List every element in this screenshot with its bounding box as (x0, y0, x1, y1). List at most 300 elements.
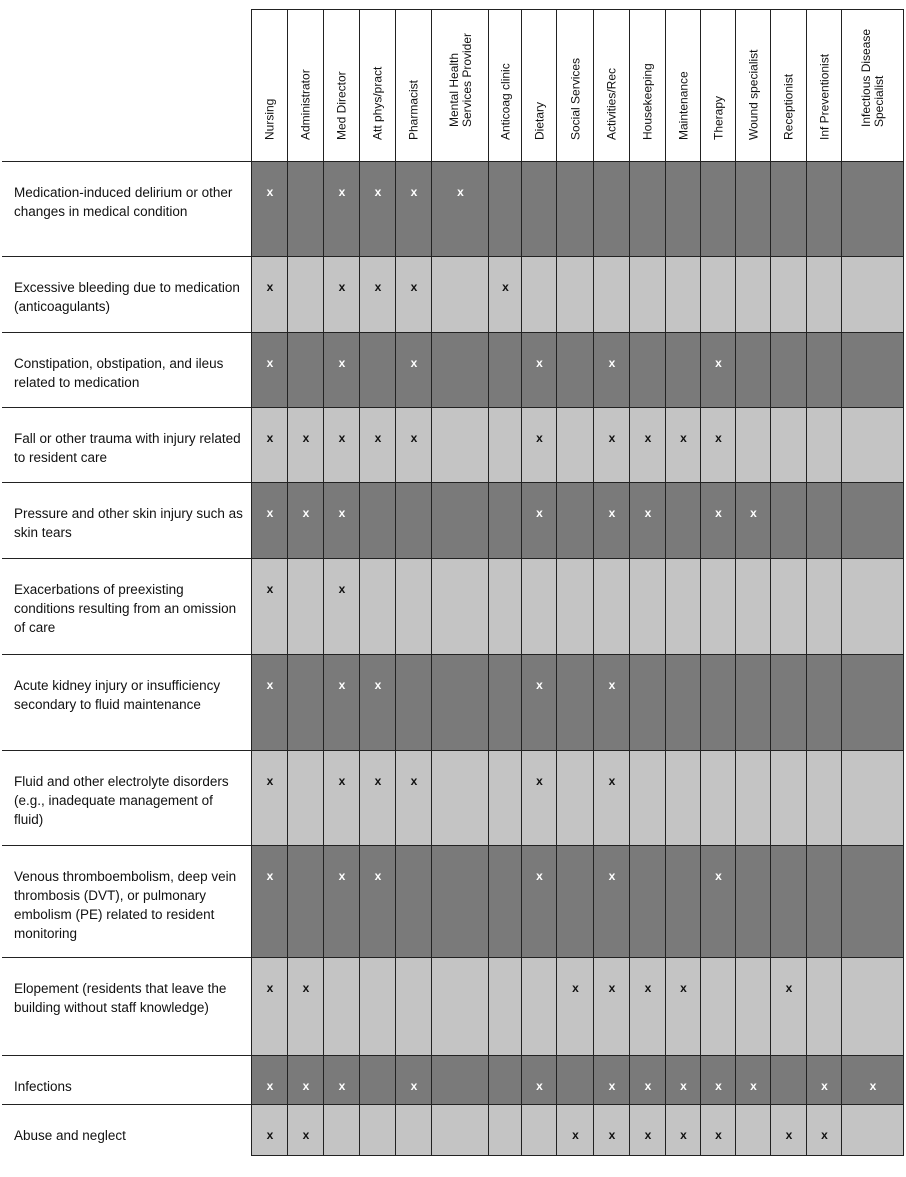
matrix-cell (431, 750, 489, 846)
column-header-label: Activities/Rec (604, 67, 619, 140)
matrix-cell (287, 256, 324, 333)
x-mark: x (266, 506, 274, 520)
x-mark: x (266, 185, 274, 199)
x-mark: x (266, 981, 274, 995)
matrix-cell (806, 654, 842, 751)
matrix-cell (521, 845, 557, 958)
matrix-cell (521, 332, 557, 408)
x-mark: x (302, 1079, 310, 1093)
x-mark: x (266, 1079, 274, 1093)
matrix-cell (287, 750, 324, 846)
matrix-cell (431, 482, 489, 559)
matrix-cell (323, 1055, 360, 1105)
matrix-cell (521, 161, 557, 257)
matrix-cell (488, 161, 522, 257)
row-label: Excessive bleeding due to medication (anticoagulants) (14, 280, 240, 314)
matrix-cell (521, 558, 557, 655)
matrix-cell (806, 558, 842, 655)
x-mark: x (302, 1128, 310, 1142)
matrix-cell (735, 750, 771, 846)
matrix-cell (556, 750, 594, 846)
matrix-cell (665, 1104, 701, 1156)
matrix-cell (629, 845, 666, 958)
matrix-cell (806, 482, 842, 559)
matrix-cell (488, 750, 522, 846)
x-mark: x (457, 185, 464, 199)
x-mark: x (374, 280, 382, 294)
matrix-cell (359, 654, 396, 751)
matrix-cell (700, 558, 736, 655)
matrix-cell (556, 1104, 594, 1156)
matrix-cell (521, 1055, 557, 1105)
x-mark: x (338, 185, 346, 199)
column-header-label: Nursing (262, 98, 277, 140)
column-header-social (556, 9, 594, 161)
x-mark: x (338, 280, 346, 294)
matrix-cell (593, 957, 630, 1056)
matrix-cell (488, 1055, 522, 1105)
matrix-cell (665, 957, 701, 1056)
row-label: Constipation, obstipation, and ileus related to medication (14, 356, 224, 390)
matrix-cell (556, 407, 594, 483)
matrix-cell (700, 256, 736, 333)
matrix-cell (593, 482, 630, 559)
x-mark: x (266, 582, 274, 596)
matrix-cell (359, 558, 396, 655)
matrix-cell (431, 845, 489, 958)
matrix-cell (665, 332, 701, 408)
x-mark: x (266, 431, 274, 445)
matrix-cell (770, 558, 807, 655)
matrix-cell (359, 407, 396, 483)
column-header-pharmacist (395, 9, 432, 161)
matrix-cell (488, 332, 522, 408)
matrix-cell (665, 750, 701, 846)
row-label-cell (2, 654, 251, 751)
matrix-cell (806, 750, 842, 846)
column-header-label: Med Director (334, 71, 349, 140)
matrix-cell (735, 407, 771, 483)
x-mark: x (869, 1079, 877, 1093)
matrix-cell (521, 256, 557, 333)
matrix-cell (629, 558, 666, 655)
column-header-activities (593, 9, 630, 161)
matrix-cell (593, 558, 630, 655)
matrix-cell (629, 161, 666, 257)
matrix-cell (770, 161, 807, 257)
matrix-cell (251, 482, 288, 559)
matrix-cell (556, 845, 594, 958)
matrix-cell (700, 845, 736, 958)
matrix-cell (806, 407, 842, 483)
x-mark: x (502, 280, 509, 294)
matrix-cell (287, 161, 324, 257)
x-mark: x (644, 506, 652, 520)
matrix-cell (395, 1104, 432, 1156)
matrix-cell (700, 750, 736, 846)
matrix-cell (359, 957, 396, 1056)
matrix-cell (700, 332, 736, 408)
matrix-cell (323, 482, 360, 559)
matrix-cell (629, 332, 666, 408)
table-right-border (903, 9, 904, 1156)
x-mark: x (410, 280, 418, 294)
row-label: Pressure and other skin injury such as skin tears (14, 506, 243, 540)
matrix-cell (395, 161, 432, 257)
column-header-mental_health (431, 9, 489, 161)
matrix-cell (359, 845, 396, 958)
x-mark: x (410, 356, 418, 370)
matrix-cell (395, 957, 432, 1056)
matrix-cell (251, 750, 288, 846)
matrix-cell (735, 957, 771, 1056)
x-mark: x (715, 431, 722, 445)
matrix-cell (841, 845, 904, 958)
column-header-housekeeping (629, 9, 666, 161)
matrix-cell (770, 957, 807, 1056)
matrix-cell (395, 1055, 432, 1105)
x-mark: x (536, 774, 543, 788)
x-mark: x (680, 981, 687, 995)
matrix-cell (251, 1104, 288, 1156)
column-header-label: Housekeeping (640, 63, 655, 140)
column-header-anticoag (488, 9, 522, 161)
matrix-cell (251, 161, 288, 257)
row-label-cell (2, 256, 251, 333)
matrix-cell (770, 256, 807, 333)
matrix-cell (665, 407, 701, 483)
column-header-label: Wound specialist (746, 49, 760, 140)
matrix-cell (700, 161, 736, 257)
matrix-cell (629, 1104, 666, 1156)
x-mark: x (680, 1128, 687, 1142)
matrix-cell (735, 1104, 771, 1156)
matrix-cell (287, 845, 324, 958)
x-mark: x (608, 506, 616, 520)
matrix-cell (323, 654, 360, 751)
matrix-cell (323, 161, 360, 257)
row-label: Fall or other trauma with injury related to resident care (14, 431, 241, 465)
x-mark: x (536, 356, 543, 370)
x-mark: x (410, 185, 418, 199)
column-header-label: Mental Health Services Provider (446, 32, 474, 127)
matrix-cell (251, 1055, 288, 1105)
matrix-cell (593, 256, 630, 333)
row-label-cell (2, 1055, 251, 1105)
matrix-cell (629, 957, 666, 1056)
matrix-cell (665, 558, 701, 655)
matrix-cell (431, 256, 489, 333)
matrix-cell (556, 332, 594, 408)
matrix-cell (665, 845, 701, 958)
matrix-cell (395, 256, 432, 333)
matrix-cell (841, 256, 904, 333)
matrix-cell (770, 1104, 807, 1156)
x-mark: x (266, 774, 274, 788)
matrix-cell (323, 256, 360, 333)
matrix-cell (359, 750, 396, 846)
matrix-cell (770, 750, 807, 846)
matrix-cell (521, 750, 557, 846)
matrix-cell (488, 1104, 522, 1156)
matrix-cell (287, 558, 324, 655)
x-mark: x (338, 582, 346, 596)
x-mark: x (374, 431, 382, 445)
column-header-label: Dietary (532, 101, 546, 140)
matrix-cell (287, 407, 324, 483)
x-mark: x (410, 774, 418, 788)
matrix-cell (431, 654, 489, 751)
x-mark: x (374, 678, 382, 692)
x-mark: x (715, 1079, 722, 1093)
matrix-cell (700, 407, 736, 483)
matrix-cell (287, 482, 324, 559)
x-mark: x (572, 981, 579, 995)
column-header-label: Anticoag clinic (498, 63, 512, 140)
matrix-cell (806, 256, 842, 333)
row-label-cell (2, 161, 251, 257)
matrix-cell (735, 654, 771, 751)
row-label: Fluid and other electrolyte disorders (e.g., inadequate management of fluid) (14, 774, 229, 827)
column-header-med_director (323, 9, 360, 161)
x-mark: x (608, 981, 616, 995)
x-mark: x (338, 869, 346, 883)
matrix-cell (665, 482, 701, 559)
matrix-cell (359, 256, 396, 333)
column-header-label: Inf Preventionist (817, 53, 831, 140)
matrix-cell (488, 957, 522, 1056)
column-header-label: Administrator (298, 69, 313, 140)
matrix-cell (556, 482, 594, 559)
x-mark: x (644, 431, 652, 445)
matrix-cell (841, 750, 904, 846)
column-header-nursing (251, 9, 288, 161)
x-mark: x (266, 869, 274, 883)
matrix-cell (431, 957, 489, 1056)
x-mark: x (821, 1079, 828, 1093)
column-header-administrator (287, 9, 324, 161)
matrix-cell (841, 654, 904, 751)
matrix-cell (841, 558, 904, 655)
x-mark: x (302, 506, 310, 520)
matrix-cell (629, 482, 666, 559)
matrix-cell (521, 482, 557, 559)
matrix-cell (359, 482, 396, 559)
matrix-cell (735, 256, 771, 333)
matrix-cell (593, 654, 630, 751)
x-mark: x (715, 869, 722, 883)
matrix-cell (395, 407, 432, 483)
matrix-cell (735, 558, 771, 655)
x-mark: x (608, 774, 616, 788)
x-mark: x (715, 356, 722, 370)
matrix-cell (251, 256, 288, 333)
column-header-inf_disease (841, 9, 904, 161)
x-mark: x (572, 1128, 579, 1142)
column-header-wound (735, 9, 771, 161)
matrix-cell (431, 1104, 489, 1156)
matrix-cell (431, 558, 489, 655)
x-mark: x (715, 506, 722, 520)
matrix-cell (251, 654, 288, 751)
column-header-inf_prev (806, 9, 842, 161)
matrix-cell (359, 1055, 396, 1105)
matrix-cell (395, 558, 432, 655)
matrix-cell (735, 332, 771, 408)
x-mark: x (680, 1079, 687, 1093)
x-mark: x (715, 1128, 722, 1142)
row-label: Acute kidney injury or insufficiency secondary to fluid maintenance (14, 678, 221, 712)
matrix-cell (665, 161, 701, 257)
matrix-cell (700, 482, 736, 559)
matrix-cell (431, 407, 489, 483)
matrix-cell (556, 957, 594, 1056)
column-header-label: Social Services (568, 57, 582, 140)
matrix-cell (395, 750, 432, 846)
matrix-cell (287, 332, 324, 408)
matrix-cell (700, 654, 736, 751)
matrix-cell (251, 845, 288, 958)
column-header-therapy (700, 9, 736, 161)
matrix-cell (395, 845, 432, 958)
x-mark: x (410, 431, 418, 445)
row-label-cell (2, 1104, 251, 1156)
matrix-cell (521, 957, 557, 1056)
x-mark: x (608, 869, 616, 883)
matrix-cell (593, 161, 630, 257)
matrix-cell (770, 407, 807, 483)
matrix-cell (593, 1104, 630, 1156)
row-label: Medication-induced delirium or other changes in medical condition (14, 185, 233, 219)
matrix-cell (287, 957, 324, 1056)
matrix-cell (770, 845, 807, 958)
x-mark: x (266, 280, 274, 294)
matrix-cell (488, 845, 522, 958)
matrix-cell (323, 407, 360, 483)
matrix-cell (593, 845, 630, 958)
matrix-cell (521, 654, 557, 751)
matrix-cell (556, 654, 594, 751)
column-header-dietary (521, 9, 557, 161)
matrix-cell (323, 750, 360, 846)
matrix-cell (431, 1055, 489, 1105)
x-mark: x (302, 981, 310, 995)
x-mark: x (302, 431, 310, 445)
matrix-cell (287, 1104, 324, 1156)
matrix-cell (251, 407, 288, 483)
matrix-cell (806, 161, 842, 257)
x-mark: x (536, 678, 543, 692)
column-header-label: Receptionist (781, 73, 796, 140)
matrix-cell (359, 161, 396, 257)
matrix-cell (556, 1055, 594, 1105)
matrix-cell (770, 1055, 807, 1105)
matrix-cell (770, 654, 807, 751)
matrix-cell (841, 161, 904, 257)
matrix-cell (735, 482, 771, 559)
x-mark: x (266, 1128, 274, 1142)
matrix-cell (287, 1055, 324, 1105)
x-mark: x (785, 1128, 793, 1142)
x-mark: x (536, 869, 543, 883)
matrix-cell (700, 1055, 736, 1105)
matrix-cell (488, 256, 522, 333)
matrix-cell (841, 957, 904, 1056)
matrix-cell (629, 750, 666, 846)
matrix-cell (665, 654, 701, 751)
x-mark: x (608, 356, 616, 370)
matrix-cell (665, 1055, 701, 1105)
matrix-cell (806, 1104, 842, 1156)
column-header-att_phys (359, 9, 396, 161)
row-label-cell (2, 845, 251, 958)
x-mark: x (536, 506, 543, 520)
matrix-cell (806, 845, 842, 958)
column-header-label: Therapy (711, 95, 725, 140)
matrix-cell (431, 332, 489, 408)
matrix-cell (395, 654, 432, 751)
row-label: Exacerbations of preexisting conditions resulting from an omission of care (14, 582, 237, 635)
matrix-cell (488, 482, 522, 559)
matrix-cell (700, 957, 736, 1056)
matrix-cell (629, 256, 666, 333)
x-mark: x (374, 869, 382, 883)
matrix-cell (629, 407, 666, 483)
matrix-cell (770, 482, 807, 559)
matrix-cell (395, 332, 432, 408)
matrix-cell (841, 482, 904, 559)
x-mark: x (374, 774, 382, 788)
x-mark: x (338, 356, 346, 370)
row-label-cell (2, 957, 251, 1056)
matrix-cell (521, 1104, 557, 1156)
x-mark: x (338, 1079, 346, 1093)
x-mark: x (266, 356, 274, 370)
column-header-label: Infectious Disease Specialist (859, 28, 886, 127)
x-mark: x (338, 678, 346, 692)
column-header-receptionist (770, 9, 807, 161)
matrix-cell (735, 161, 771, 257)
matrix-cell (287, 654, 324, 751)
column-header-maintenance (665, 9, 701, 161)
matrix-cell (841, 1055, 904, 1105)
x-mark: x (536, 1079, 543, 1093)
matrix-cell (806, 957, 842, 1056)
matrix-cell (629, 1055, 666, 1105)
x-mark: x (750, 1079, 757, 1093)
x-mark: x (608, 1128, 616, 1142)
matrix-cell (841, 332, 904, 408)
matrix-cell (841, 407, 904, 483)
x-mark: x (338, 431, 346, 445)
column-header-label: Pharmacist (406, 79, 421, 140)
matrix-cell (488, 654, 522, 751)
matrix-cell (556, 161, 594, 257)
x-mark: x (338, 506, 346, 520)
row-label-cell (2, 332, 251, 408)
matrix-cell (593, 407, 630, 483)
matrix-cell (395, 482, 432, 559)
matrix-cell (629, 654, 666, 751)
x-mark: x (374, 185, 382, 199)
matrix-cell (735, 845, 771, 958)
x-mark: x (644, 1079, 652, 1093)
x-mark: x (410, 1079, 418, 1093)
matrix-cell (593, 1055, 630, 1105)
matrix-cell (806, 332, 842, 408)
x-mark: x (680, 431, 687, 445)
x-mark: x (644, 1128, 652, 1142)
